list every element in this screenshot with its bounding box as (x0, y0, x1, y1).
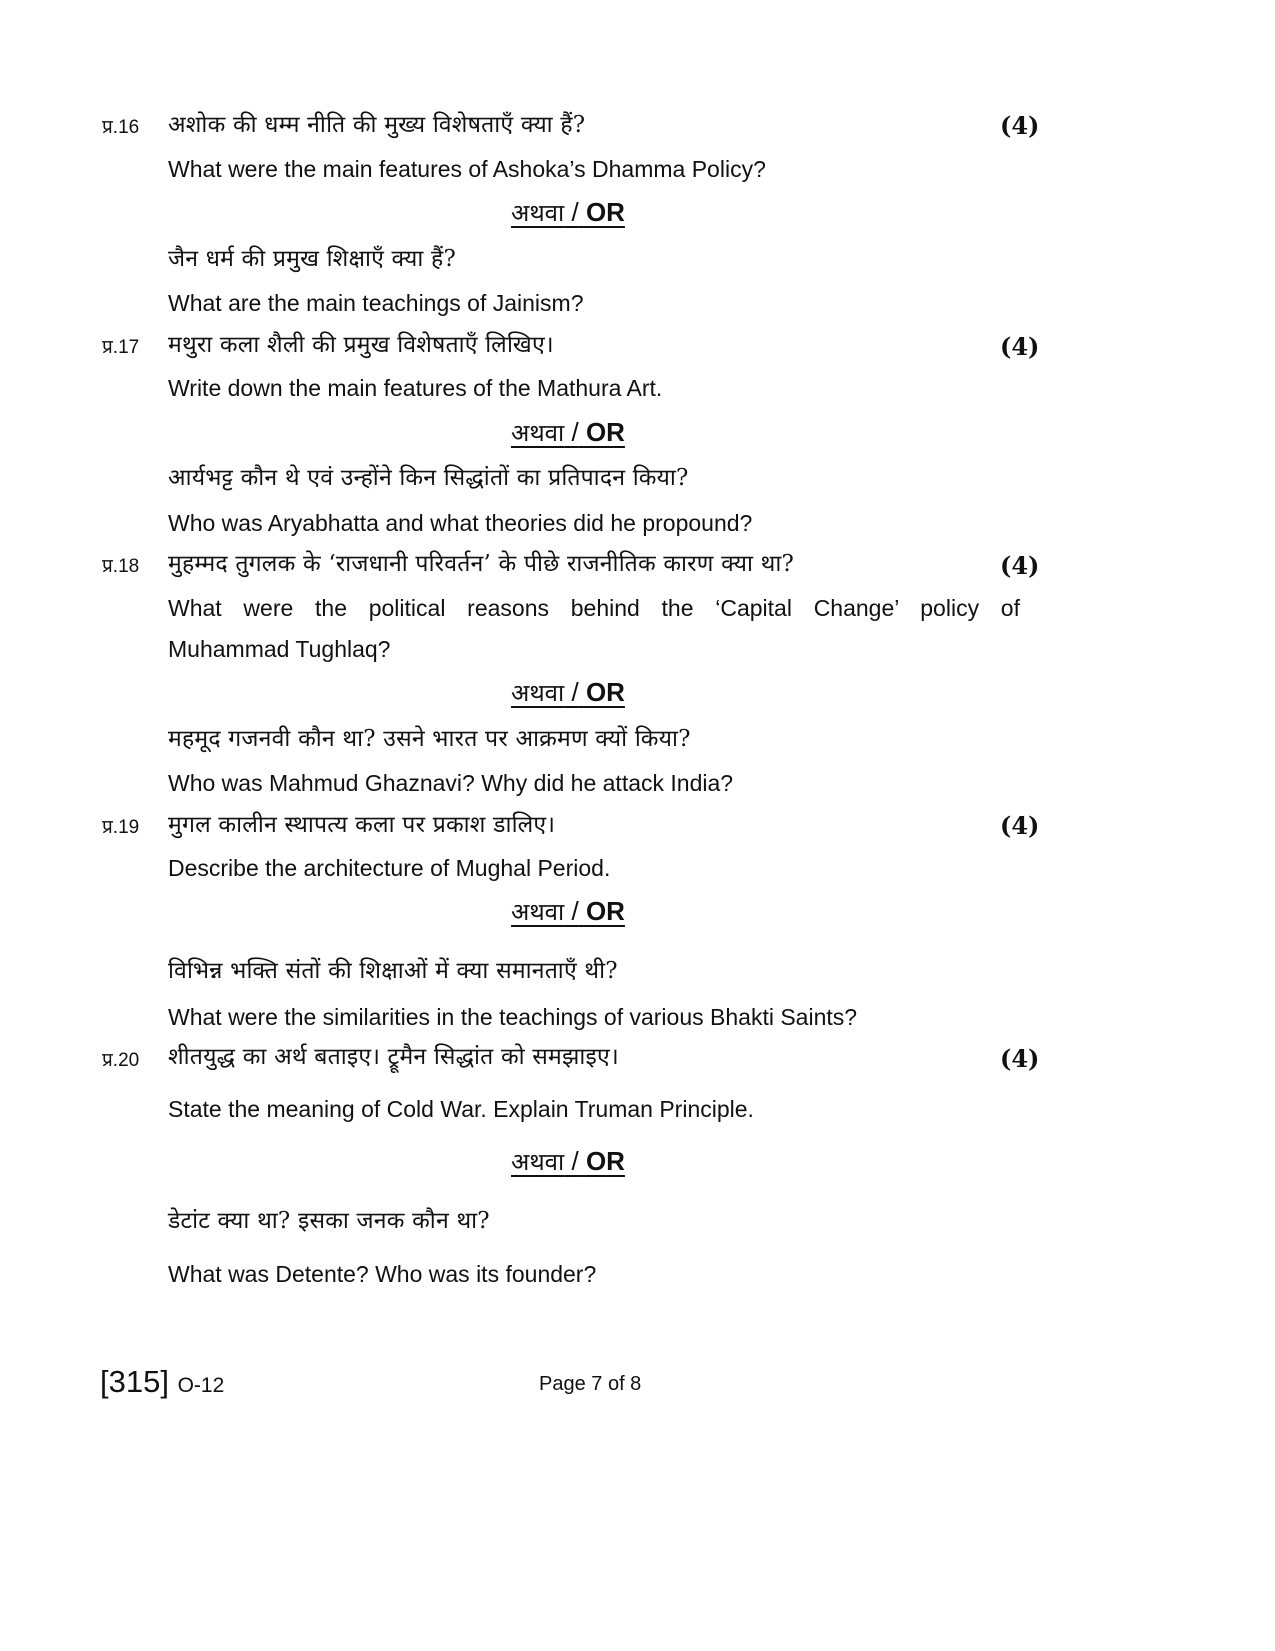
question-text-english: What were the political reasons behind the ‘Capital Change’ policy of (168, 595, 1020, 621)
alternative-question-english: What were the similarities in the teachings of various Bhakti Saints? (168, 1004, 858, 1030)
set-code: O-12 (177, 1374, 225, 1397)
question-text-hindi: शीतयुद्ध का अर्थ बताइए। ट्रूमैन सिद्धांत को समझाइए। (168, 1044, 619, 1070)
alternative-question-english: What are the main teachings of Jainism? (168, 290, 584, 316)
question-marks: (4) (1000, 811, 1040, 840)
question-number: प्र.16 (102, 117, 140, 138)
question-marks: (4) (1000, 1044, 1040, 1073)
question-marks: (4) (1000, 111, 1040, 140)
alternative-question-hindi: डेटांट क्या था? इसका जनक कौन था? (168, 1208, 490, 1234)
question-number: प्र.20 (102, 1050, 140, 1071)
question-marks: (4) (1000, 551, 1040, 580)
alternative-question-hindi: जैन धर्म की प्रमुख शिक्षाएँ क्या हैं? (168, 246, 456, 272)
or-divider: अथवा / OR (511, 1146, 625, 1176)
alternative-question-english: What was Detente? Who was its founder? (168, 1261, 597, 1287)
or-divider: अथवा / OR (511, 677, 625, 707)
alternative-question-hindi: विभिन्न भक्ति संतों की शिक्षाओं में क्या समानताएँ थी? (168, 958, 618, 984)
question-number: प्र.17 (102, 337, 140, 358)
question-text-english-continued: Muhammad Tughlaq? (168, 636, 391, 662)
question-number: प्र.19 (102, 817, 140, 838)
alternative-question-english: Who was Aryabhatta and what theories did he propound? (168, 510, 753, 536)
page-number: Page 7 of 8 (539, 1373, 642, 1395)
or-divider: अथवा / OR (511, 896, 625, 926)
question-text-english: Describe the architecture of Mughal Period. (168, 855, 611, 881)
question-text-english: What were the main features of Ashoka’s Dhamma Policy? (168, 156, 766, 182)
question-text-english: Write down the main features of the Mathura Art. (168, 375, 663, 401)
or-divider: अथवा / OR (511, 197, 625, 227)
question-text-hindi: मुहम्मद तुगलक के ‘राजधानी परिवर्तन’ के पीछे राजनीतिक कारण क्या था? (168, 551, 795, 577)
question-marks: (4) (1000, 332, 1040, 361)
question-number: प्र.18 (102, 556, 140, 577)
question-text-hindi: मुगल कालीन स्थापत्य कला पर प्रकाश डालिए। (168, 812, 556, 838)
question-text-english: State the meaning of Cold War. Explain Truman Principle. (168, 1096, 754, 1122)
question-text-hindi: मथुरा कला शैली की प्रमुख विशेषताएँ लिखिए। (168, 332, 554, 358)
alternative-question-hindi: आर्यभट्ट कौन थे एवं उन्होंने किन सिद्धांतों का प्रतिपादन किया? (168, 465, 689, 491)
paper-code: [315] O-12 (100, 1364, 225, 1399)
question-text-hindi: अशोक की धम्म नीति की मुख्य विशेषताएँ क्या हैं? (168, 112, 586, 138)
alternative-question-hindi: महमूद गजनवी कौन था? उसने भारत पर आक्रमण क्यों किया? (168, 726, 691, 752)
alternative-question-english: Who was Mahmud Ghaznavi? Why did he attack India? (168, 770, 734, 796)
or-divider: अथवा / OR (511, 417, 625, 447)
